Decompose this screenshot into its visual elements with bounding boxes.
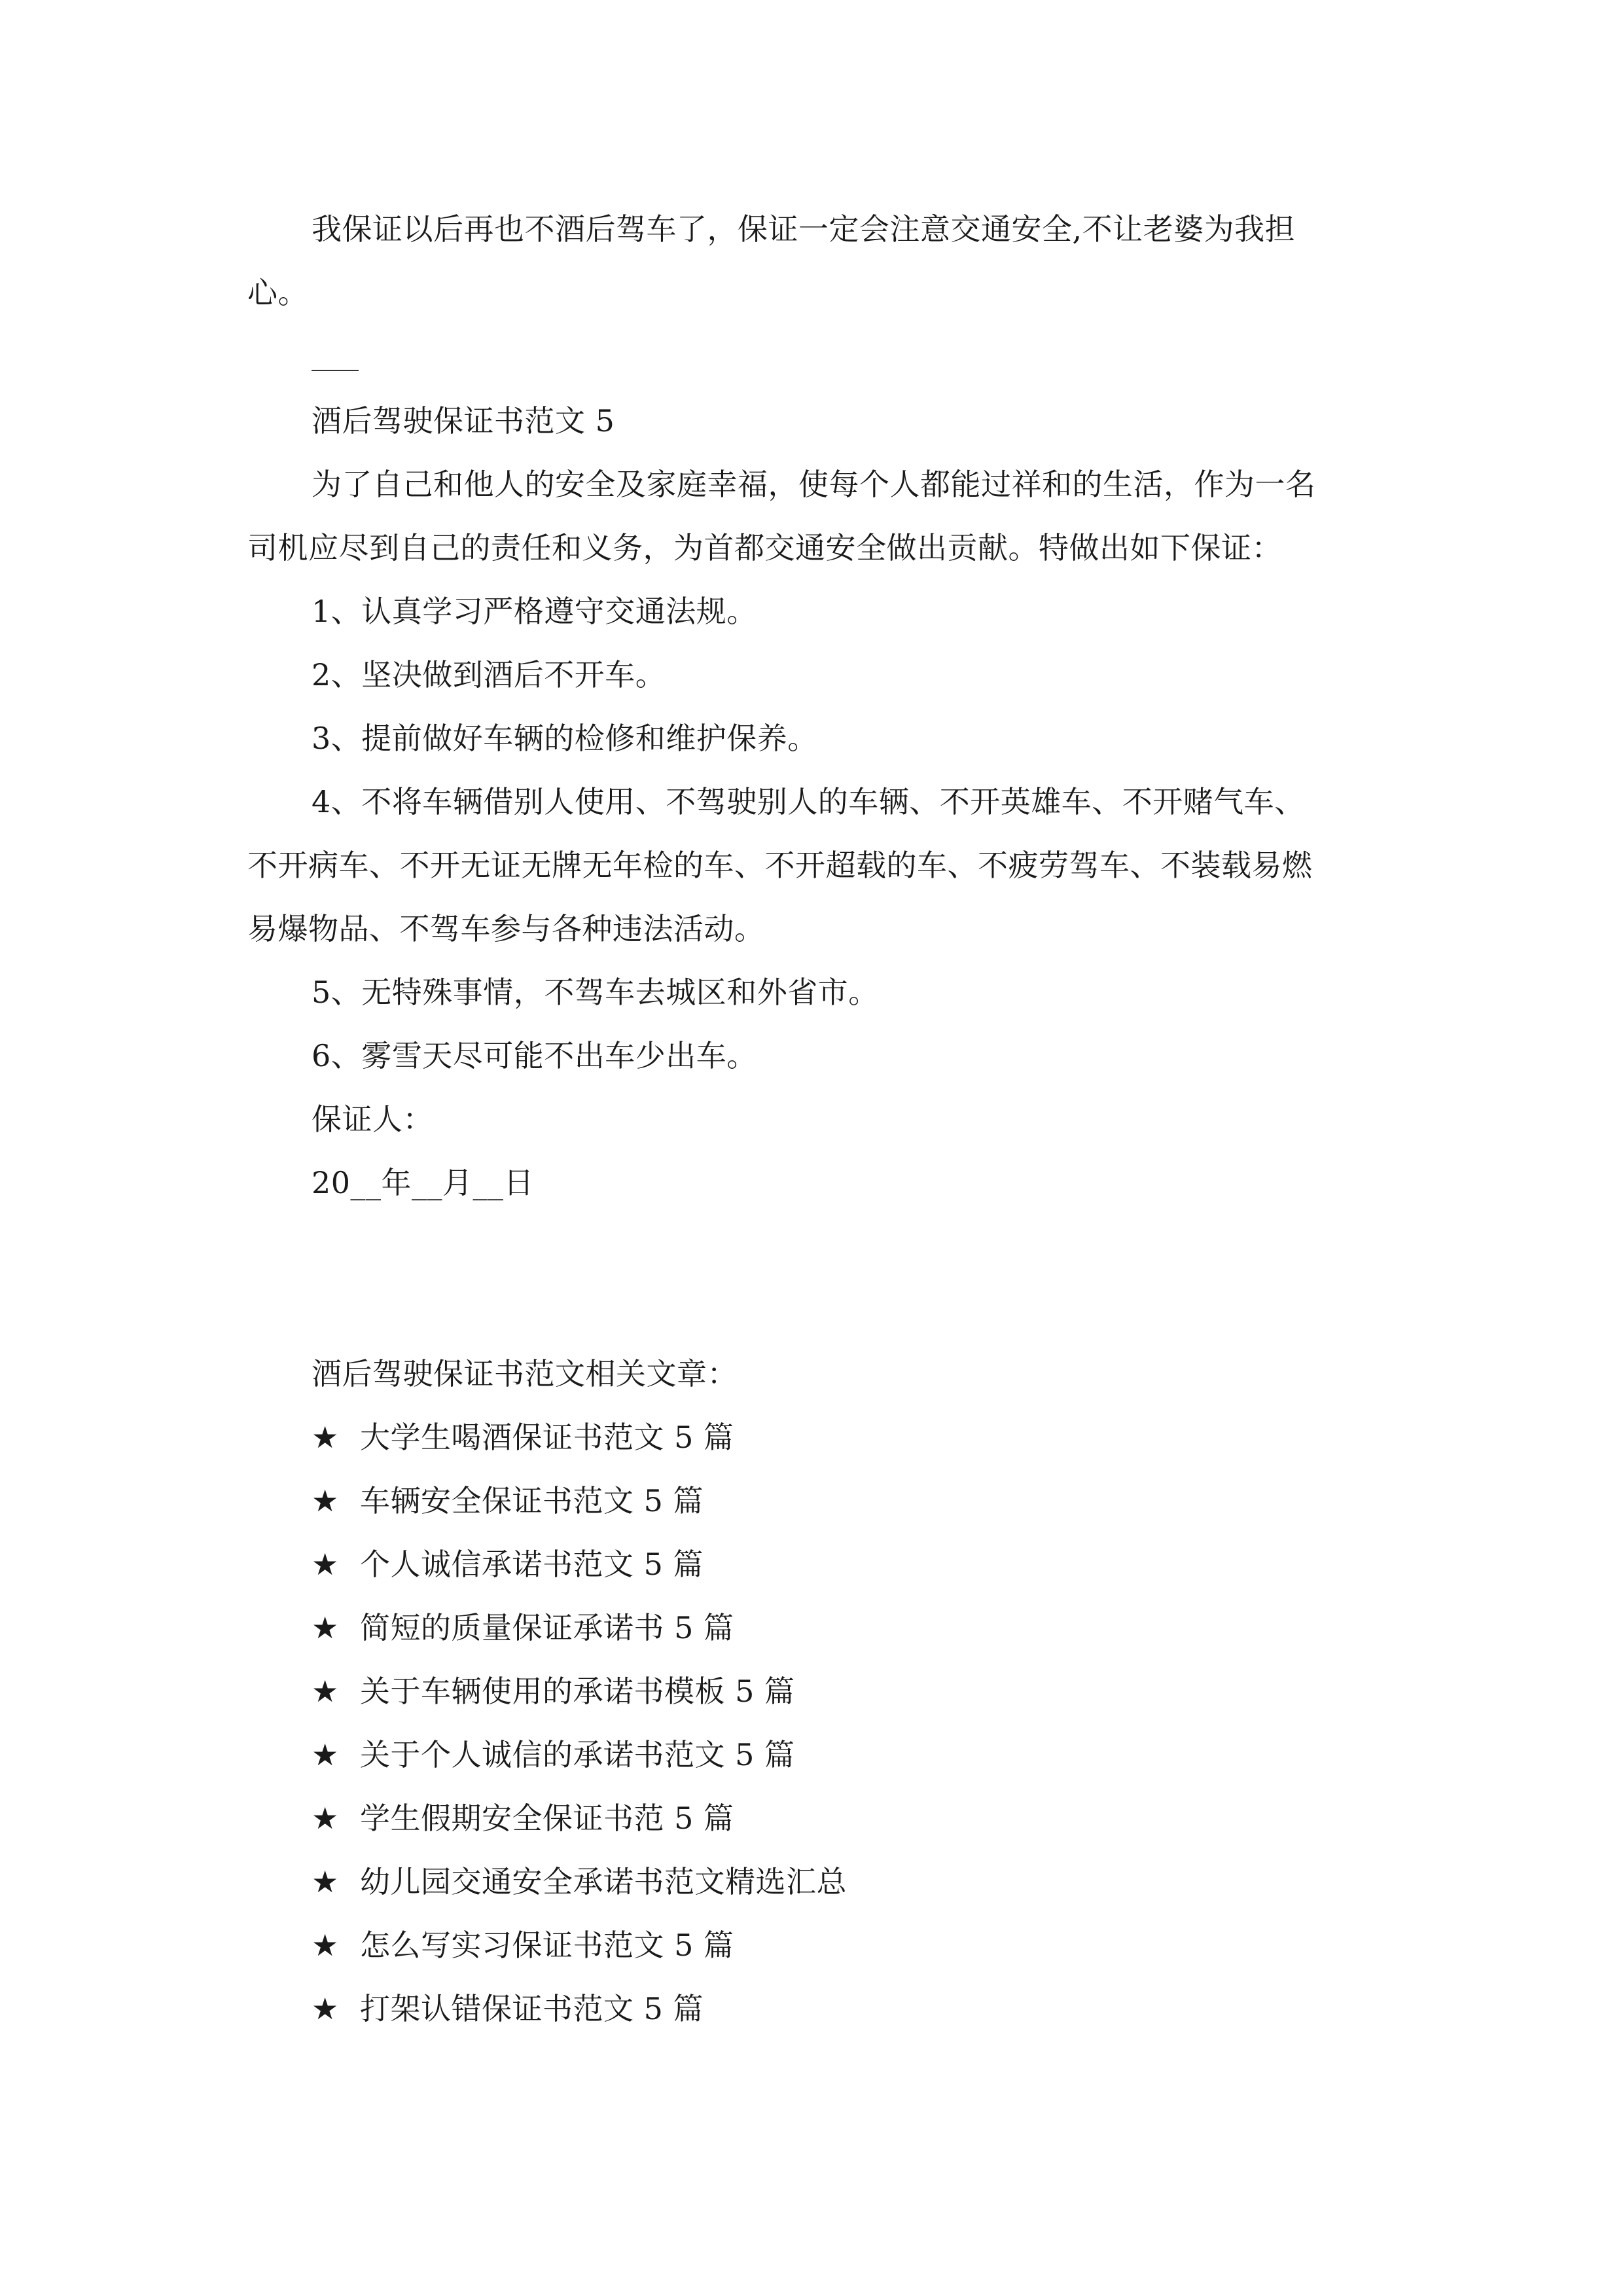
star-icon: ★ <box>312 1801 339 1836</box>
related-article-link[interactable] <box>312 1737 795 1772</box>
related-article-link[interactable] <box>312 1610 734 1645</box>
paragraph-line-1: 为了自己和他人的安全及家庭幸福，使每个人都能过祥和的生活，作为一名 <box>312 467 1316 502</box>
related-article-link[interactable] <box>312 1483 704 1518</box>
related-article-title: 关于个人诚信的承诺书范文 5 篇 <box>360 1737 795 1772</box>
star-icon: ★ <box>312 1547 339 1582</box>
related-article-title: 怎么写实习保证书范文 5 篇 <box>360 1928 734 1963</box>
star-icon: ★ <box>312 1674 339 1709</box>
related-article-title: 个人诚信承诺书范文 5 篇 <box>360 1547 704 1582</box>
intro-line-1: 我保证以后再也不酒后驾车了，保证一定会注意交通安全,不让老婆为我担 <box>312 211 1296 247</box>
intro-line-2: 心。 <box>247 275 308 310</box>
star-icon: ★ <box>312 1928 339 1963</box>
star-icon: ★ <box>312 1991 339 2026</box>
pledge-item-4-line-2: 不开病车、不开无证无牌无年检的车、不开超载的车、不疲劳驾车、不装载易燃 <box>247 848 1313 883</box>
related-article-title: 打架认错保证书范文 5 篇 <box>360 1991 704 2026</box>
star-icon: ★ <box>312 1483 339 1518</box>
related-articles-heading: 酒后驾驶保证书范文相关文章： <box>312 1356 738 1391</box>
pledge-item-3: 3、提前做好车辆的检修和维护保养。 <box>312 721 818 756</box>
star-icon: ★ <box>312 1737 339 1772</box>
related-article-title: 幼儿园交通安全承诺书范文精选汇总 <box>360 1864 847 1899</box>
section-title: 酒后驾驶保证书范文 5 <box>312 403 615 439</box>
related-article-title: 简短的质量保证承诺书 5 篇 <box>360 1610 734 1645</box>
related-article-link[interactable] <box>312 1801 734 1836</box>
guarantor-label: 保证人： <box>312 1102 433 1137</box>
related-article-title: 车辆安全保证书范文 5 篇 <box>360 1483 704 1518</box>
pledge-item-5: 5、无特殊事情，不驾车去城区和外省市。 <box>312 975 879 1010</box>
related-article-link[interactable] <box>312 1547 704 1582</box>
related-article-title: 学生假期安全保证书范 5 篇 <box>360 1801 734 1836</box>
pledge-item-1: 1、认真学习严格遵守交通法规。 <box>312 594 757 629</box>
pledge-item-6: 6、雾雪天尽可能不出车少出车。 <box>312 1038 757 1073</box>
related-article-link[interactable] <box>312 1674 795 1709</box>
related-article-title: 大学生喝酒保证书范文 5 篇 <box>360 1420 734 1455</box>
related-article-link[interactable] <box>312 1991 704 2026</box>
related-article-link[interactable] <box>312 1420 734 1455</box>
related-article-link[interactable] <box>312 1928 734 1963</box>
section-divider <box>312 370 359 371</box>
related-article-link[interactable] <box>312 1864 847 1899</box>
signature-date: 20__年__月__日 <box>312 1165 535 1200</box>
star-icon: ★ <box>312 1610 339 1645</box>
pledge-item-4-line-3: 易爆物品、不驾车参与各种违法活动。 <box>247 911 765 946</box>
pledge-item-2: 2、坚决做到酒后不开车。 <box>312 657 666 692</box>
pledge-item-4-line-1: 4、不将车辆借别人使用、不驾驶别人的车辆、不开英雄车、不开赌气车、 <box>312 784 1305 819</box>
related-article-title: 关于车辆使用的承诺书模板 5 篇 <box>360 1674 795 1709</box>
star-icon: ★ <box>312 1864 339 1899</box>
star-icon: ★ <box>312 1420 339 1455</box>
paragraph-line-2: 司机应尽到自己的责任和义务，为首都交通安全做出贡献。特做出如下保证： <box>247 530 1282 565</box>
